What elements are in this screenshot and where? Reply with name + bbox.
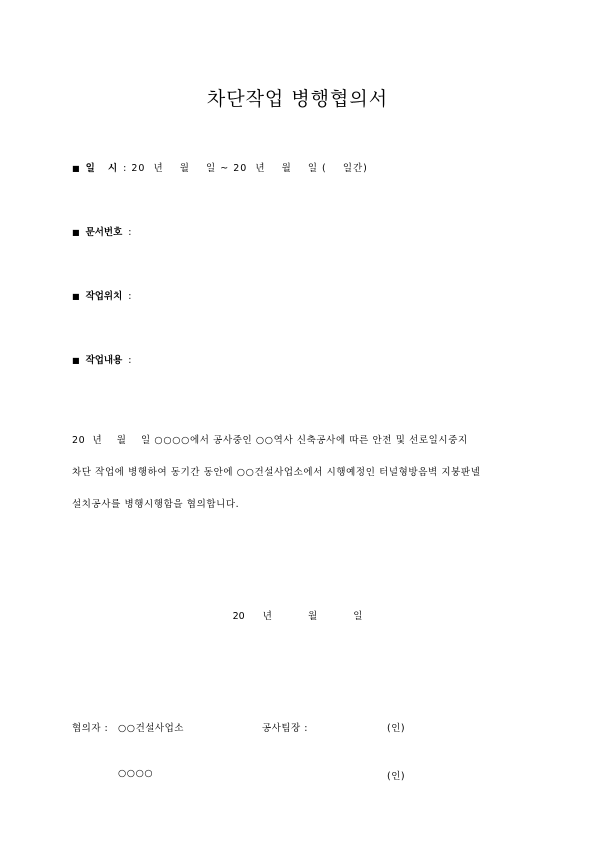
body-line-3: 설치공사를 병행시행함을 협의합니다. — [72, 499, 240, 510]
field-location-label: 작업위치 — [85, 291, 123, 302]
field-content — [72, 352, 132, 366]
field-date-label: 일 시 — [85, 163, 118, 174]
field-doc-no — [72, 224, 132, 238]
signature-party-label: 협의자 : — [72, 723, 109, 734]
sign-date: 20 년 월 일 — [232, 611, 363, 622]
bullet-icon: ■ — [72, 292, 80, 301]
body-line-2: 차단 작업에 병행하여 동기간 동안에 ○○건설사업소에서 시행예정인 터널형방음벽 지붕판넬 — [72, 467, 481, 478]
field-doc-no-label: 문서번호 — [85, 227, 123, 238]
document-title: 차단작업 병행협의서 — [206, 88, 389, 110]
field-doc-no-value: : — [128, 227, 133, 238]
signature-role: 공사팀장 : — [262, 723, 308, 734]
bullet-icon: ■ — [72, 356, 80, 365]
field-location-value: : — [128, 291, 133, 302]
field-date-value: : 20 년 월 일 ~ 20 년 월 일 ( 일간) — [123, 163, 368, 174]
signature-party-2: ○○○○ — [118, 768, 154, 779]
body-line-1: 20 년 월 일 ○○○○에서 공사중인 ○○역사 신축공사에 따른 안전 및 선로일시중지 — [72, 435, 468, 446]
bullet-icon: ■ — [72, 164, 80, 173]
signature-seal-1: (인) — [387, 723, 406, 734]
field-content-label: 작업내용 — [85, 355, 123, 366]
field-content-value: : — [128, 355, 133, 366]
field-location — [72, 288, 132, 302]
bullet-icon: ■ — [72, 228, 80, 237]
signature-party: ○○건설사업소 — [118, 723, 184, 734]
field-date — [72, 160, 368, 174]
signature-seal-2: (인) — [387, 771, 406, 782]
